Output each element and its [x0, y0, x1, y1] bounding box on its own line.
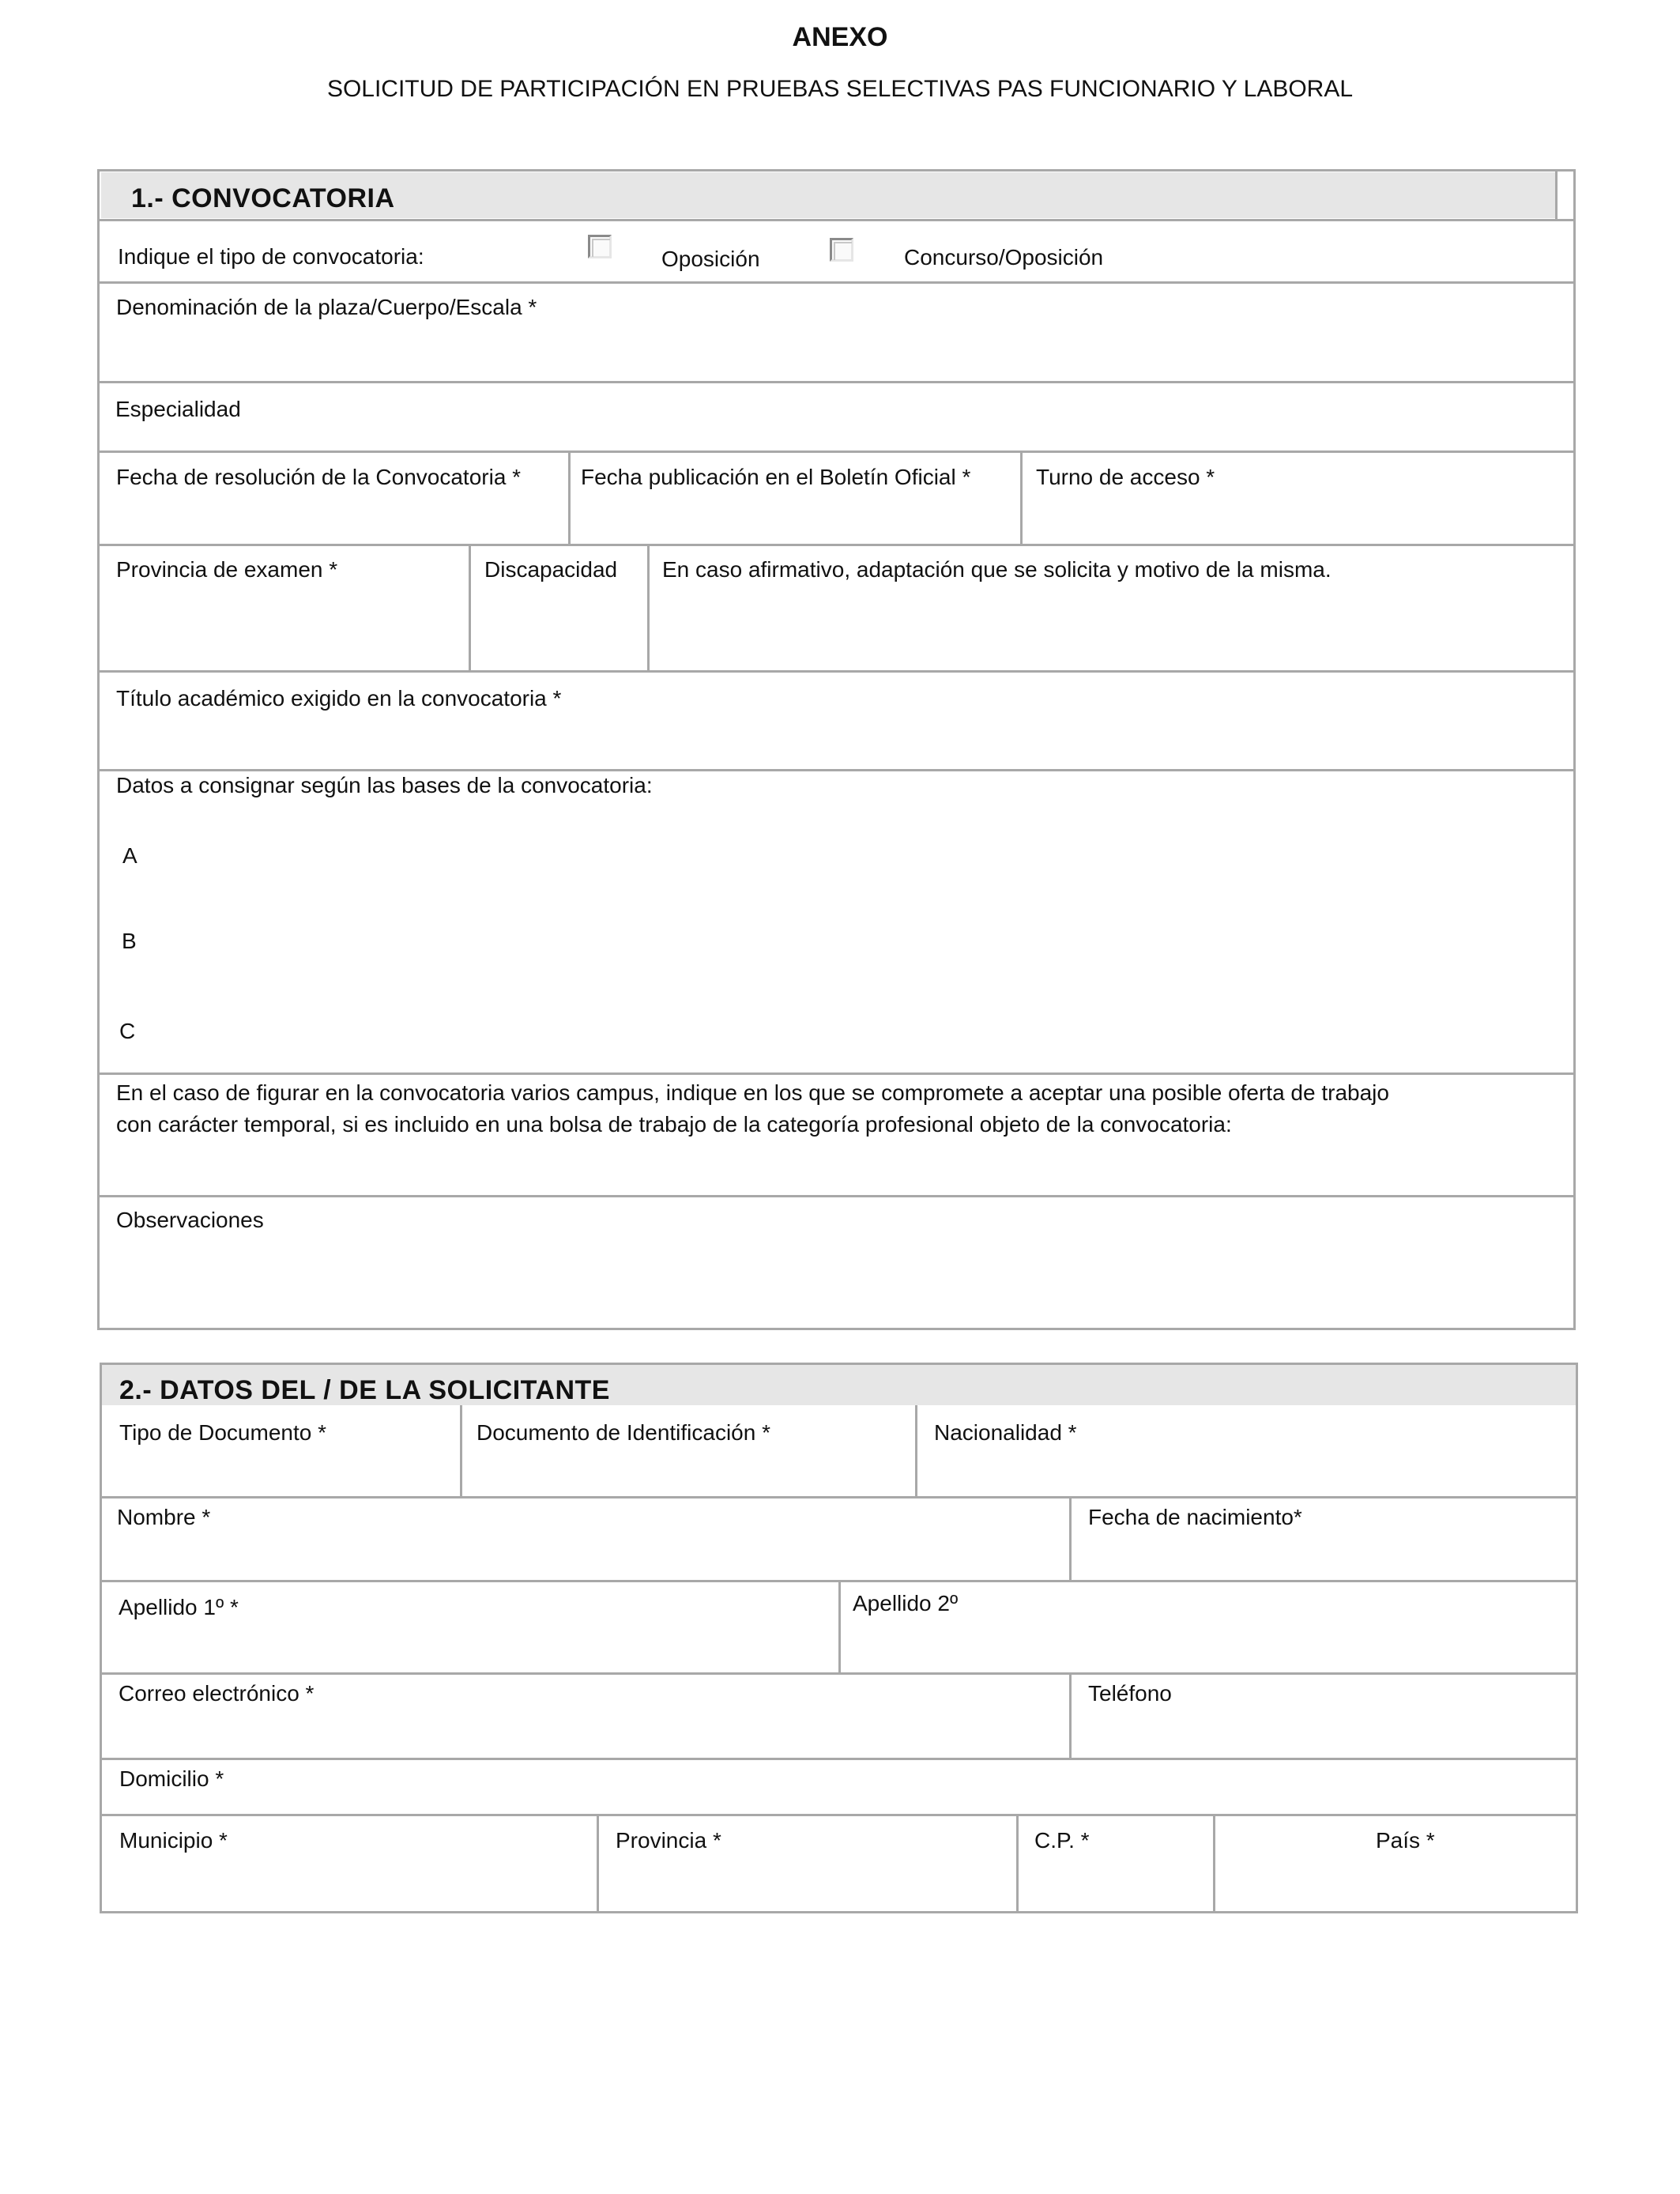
item-a-field[interactable]: A	[122, 843, 137, 868]
correo-electronico-field[interactable]: Correo electrónico *	[119, 1681, 315, 1706]
provincia-examen-field[interactable]: Provincia de examen *	[116, 557, 338, 582]
divider	[97, 1072, 1576, 1075]
divider	[1069, 1672, 1072, 1759]
item-c-field[interactable]: C	[119, 1019, 136, 1043]
adaptacion-field[interactable]: En caso afirmativo, adaptación que se solicita y motivo de la misma.	[662, 557, 1332, 582]
divider	[100, 1814, 1578, 1816]
campus-text-line2: con carácter temporal, si es incluido en una bolsa de trabajo de la categoría profesional objeto de la convocatoria:	[116, 1112, 1232, 1137]
fecha-nacimiento-field[interactable]: Fecha de nacimiento*	[1088, 1505, 1302, 1529]
apellido2-field[interactable]: Apellido 2º	[853, 1591, 959, 1615]
divider	[568, 450, 571, 545]
divider	[100, 1496, 1578, 1498]
fecha-publicacion-field[interactable]: Fecha publicación en el Boletín Oficial *	[581, 465, 971, 489]
divider	[1069, 1496, 1072, 1581]
divider	[97, 450, 1576, 453]
discapacidad-field[interactable]: Discapacidad	[484, 557, 618, 582]
divider	[1020, 450, 1023, 545]
municipio-field[interactable]: Municipio *	[119, 1828, 228, 1853]
divider	[647, 544, 650, 671]
oposicion-label: Oposición	[661, 247, 760, 271]
tipo-documento-field[interactable]: Tipo de Documento *	[119, 1420, 326, 1445]
header-divider	[1555, 172, 1558, 220]
concurso-oposicion-checkbox[interactable]	[830, 238, 853, 262]
documento-identificacion-field[interactable]: Documento de Identificación *	[477, 1420, 770, 1445]
campus-text-line1: En el caso de figurar en la convocatoria varios campus, indique en los que se compromete a aceptar una posible oferta de trabajo	[116, 1080, 1389, 1105]
datos-bases-label: Datos a consignar según las bases de la convocatoria:	[116, 773, 653, 797]
oposicion-checkbox[interactable]	[588, 235, 612, 258]
codigo-postal-field[interactable]: C.P. *	[1034, 1828, 1090, 1853]
divider	[97, 1195, 1576, 1197]
observaciones-field[interactable]: Observaciones	[116, 1208, 264, 1232]
divider	[97, 544, 1576, 546]
turno-acceso-field[interactable]: Turno de acceso *	[1036, 465, 1215, 489]
denominacion-field[interactable]: Denominación de la plaza/Cuerpo/Escala *	[116, 295, 537, 319]
divider	[1016, 1814, 1019, 1912]
section-solicitante-title: 2.- DATOS DEL / DE LA SOLICITANTE	[119, 1375, 610, 1405]
divider	[1213, 1814, 1215, 1912]
divider	[838, 1580, 841, 1673]
divider	[460, 1405, 462, 1497]
item-b-field[interactable]: B	[122, 929, 137, 953]
divider	[97, 769, 1576, 771]
concurso-oposicion-label: Concurso/Oposición	[904, 245, 1104, 270]
divider	[597, 1814, 599, 1912]
divider	[469, 544, 471, 671]
divider	[100, 1758, 1578, 1760]
apellido1-field[interactable]: Apellido 1º *	[119, 1595, 239, 1619]
divider	[97, 219, 1576, 221]
tipo-convocatoria-label: Indique el tipo de convocatoria:	[118, 244, 424, 269]
divider	[97, 670, 1576, 673]
telefono-field[interactable]: Teléfono	[1088, 1681, 1172, 1706]
divider	[97, 281, 1576, 284]
especialidad-field[interactable]: Especialidad	[115, 397, 241, 421]
provincia-field[interactable]: Provincia *	[616, 1828, 721, 1853]
titulo-academico-field[interactable]: Título académico exigido en la convocatoria *	[116, 686, 562, 711]
divider	[915, 1405, 917, 1497]
page-subtitle: SOLICITUD DE PARTICIPACIÓN EN PRUEBAS SELECTIVAS PAS FUNCIONARIO Y LABORAL	[326, 76, 1354, 102]
section-convocatoria	[97, 169, 1576, 1330]
nombre-field[interactable]: Nombre *	[117, 1505, 211, 1529]
page-title: ANEXO	[792, 22, 888, 52]
domicilio-field[interactable]: Domicilio *	[119, 1766, 224, 1791]
divider	[97, 381, 1576, 383]
nacionalidad-field[interactable]: Nacionalidad *	[934, 1420, 1077, 1445]
pais-field[interactable]: País *	[1376, 1828, 1435, 1853]
section-convocatoria-title: 1.- CONVOCATORIA	[131, 183, 395, 213]
fecha-resolucion-field[interactable]: Fecha de resolución de la Convocatoria *	[116, 465, 522, 489]
